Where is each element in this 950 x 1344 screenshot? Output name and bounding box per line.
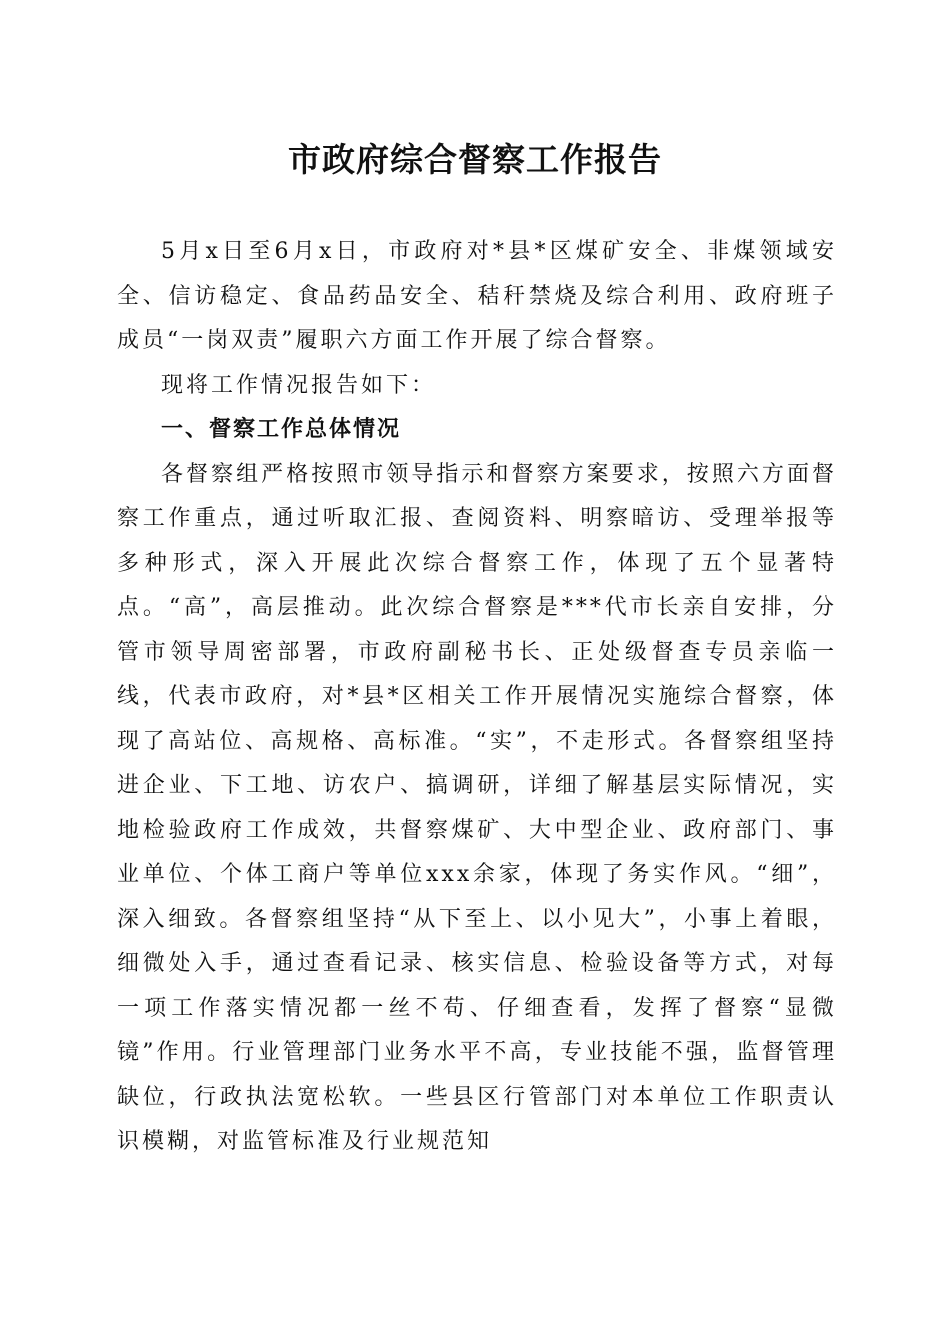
document-title: 市政府综合督察工作报告 [288,140,662,179]
intro-paragraph: 5月x日至6月x日，市政府对*县*区煤矿安全、非煤领域安全、信访稳定、食品药品安全、秸秆禁烧及综合利用、政府班子成员“一岗双责”履职六方面工作开展了综合督察。 [117,239,837,353]
document-body [117,230,837,1165]
report-lead-paragraph: 现将工作情况报告如下： [161,372,437,398]
section-heading: 一、督察工作总体情况 [161,417,402,442]
section-body-paragraph: 各督察组严格按照市领导指示和督察方案要求，按照六方面督察工作重点，通过听取汇报、查阅资料、明察暗访、受理举报等多种形式，深入开展此次综合督察工作，体现了五个显著特点。“高”，高层推动。此次综合督察是***代市长亲自安排，分管市领导周密部署，市政府副秘书长、正处级督查专员亲临一线，代表市政府，对*县*区相关工作开展情况实施综合督察，体现了高站位、高规格、高标准。“实”，不走形式。各督察组坚持进企业、下工地、访农户、搞调研，详细了解基层实际情况，实地检验政府工作成效，共督察煤矿、大中型企业、政府部门、事业单位、个体工商户等单位xxx余家，体现了务实作风。“细”，深入细致。各督察组坚持“从下至上、以小见大”，小事上着眼，细微处入手，通过查看记录、核实信息、检验设备等方式，对每一项工作落实情况都一丝不苟、仔细查看，发挥了督察“显微镜”作用。行业管理部门业务水平不高，专业技能不强，监督管理缺位，行政执法宽松软。一些县区行管部门对本单位工作职责认识模糊，对监管标准及行业规范知 [117,461,837,1154]
